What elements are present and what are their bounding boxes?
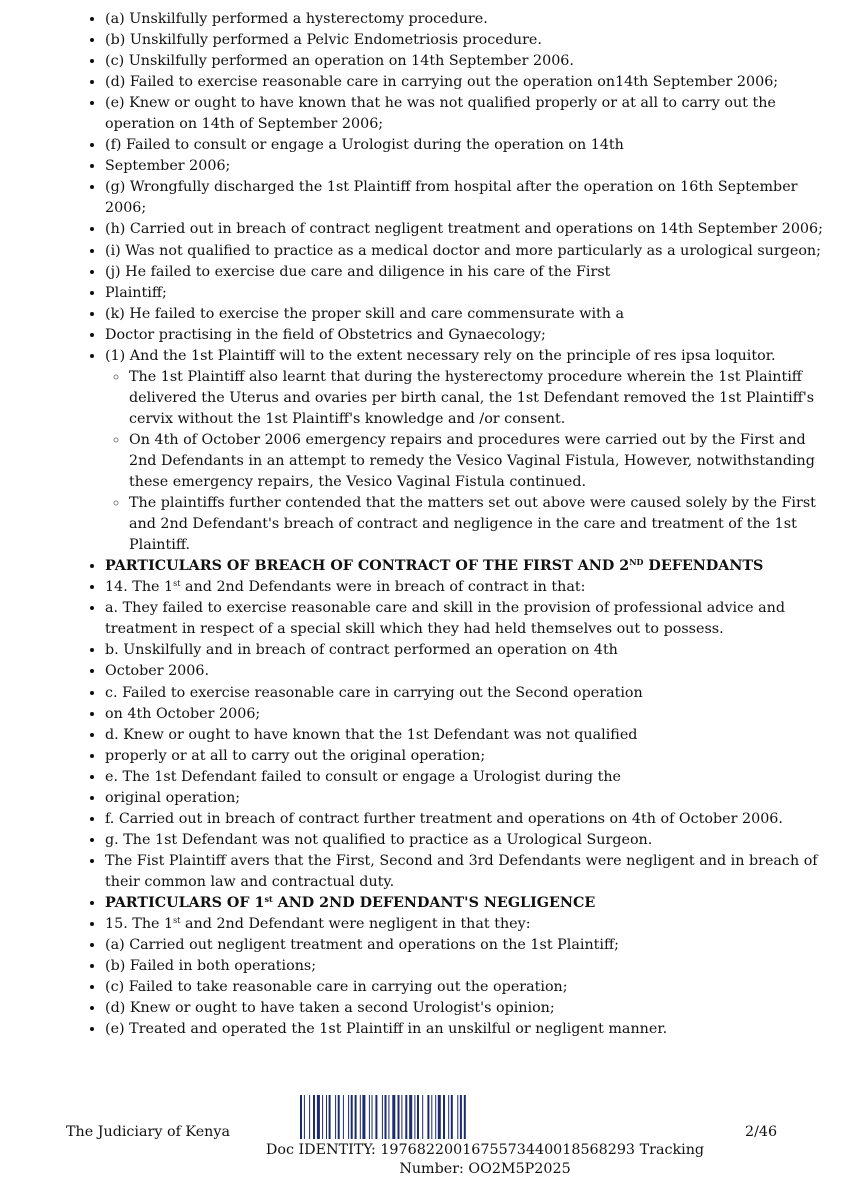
list-item: • (c) Failed to take reasonable care in carrying out the operation; xyxy=(105,977,825,998)
sub-list-item: ◦ The plaintiffs further contended that the matters set out above were caused solely by the First and 2nd Defendant's breach of contract and negligence in the care and treatment of the 1st Plaintiff. xyxy=(129,493,825,556)
list-item: • (a) Unskilfully performed a hysterectomy procedure. xyxy=(105,9,825,30)
list-item: • (h) Carried out in breach of contract negligent treatment and operations on 14th September 2006; xyxy=(105,219,825,240)
list-item: • (b) Unskilfully performed a Pelvic Endometriosis procedure. xyxy=(105,30,825,51)
paragraph-14: • 14. The 1st and 2nd Defendants were in breach of contract in that: xyxy=(105,577,825,598)
list-item-text: (1) And the 1st Plaintiff will to the extent necessary rely on the principle of res ipsa loquitor. xyxy=(105,347,776,364)
page-number: 2/46 xyxy=(745,1124,778,1140)
list-item: • d. Knew or ought to have known that the 1st Defendant was not qualified xyxy=(105,725,825,746)
list-item: • Plaintiff; xyxy=(105,283,825,304)
list-item: • c. Failed to exercise reasonable care in carrying out the Second operation xyxy=(105,683,825,704)
heading-negligence: • PARTICULARS OF 1st AND 2ND DEFENDANT'S NEGLIGENCE xyxy=(105,893,825,914)
list-item: • (j) He failed to exercise due care and diligence in his care of the First xyxy=(105,262,825,283)
list-item: • on 4th October 2006; xyxy=(105,704,825,725)
list-item: • The Fist Plaintiff avers that the First, Second and 3rd Defendants were negligent and in breach of their common law and contractual duty. xyxy=(105,851,825,893)
list-item: • (i) Was not qualified to practice as a medical doctor and more particularly as a urological surgeon; xyxy=(105,241,825,262)
sub-list-item: ◦ The 1st Plaintiff also learnt that during the hysterectomy procedure wherein the 1st Plaintiff delivered the Uterus and ovaries per birth canal, the 1st Defendant removed the 1st Plaintiff's cervix without the 1st Plaintiff's knowledge and /or consent. xyxy=(129,367,825,430)
list-item: • (e) Knew or ought to have known that he was not qualified properly or at all to carry out the operation on 14th of September 2006; xyxy=(105,93,825,135)
list-item: • original operation; xyxy=(105,788,825,809)
footer-publisher: The Judiciary of Kenya xyxy=(66,1124,230,1140)
list-item-with-subitems xyxy=(105,346,825,556)
list-item: • properly or at all to carry out the original operation; xyxy=(105,746,825,767)
list-item: • b. Unskilfully and in breach of contract performed an operation on 4th xyxy=(105,640,825,661)
list-item: • (e) Treated and operated the 1st Plaintiff in an unskilful or negligent manner. xyxy=(105,1019,825,1040)
list-item: • (g) Wrongfully discharged the 1st Plaintiff from hospital after the operation on 16th September 2006; xyxy=(105,177,825,219)
list-item: • a. They failed to exercise reasonable care and skill in the provision of professional advice and treatment in respect of a special skill which they had held themselves out to possess. xyxy=(105,598,825,640)
list-item: • September 2006; xyxy=(105,156,825,177)
list-item: • (b) Failed in both operations; xyxy=(105,956,825,977)
particulars-list xyxy=(86,9,825,1040)
doc-identity: Doc IDENTITY: 1976822001675573440018568293 Tracking Number: OO2M5P2025 xyxy=(265,1142,705,1177)
list-item: • e. The 1st Defendant failed to consult or engage a Urologist during the xyxy=(105,767,825,788)
list-item: • (d) Knew or ought to have taken a second Urologist's opinion; xyxy=(105,998,825,1019)
sub-list xyxy=(105,367,825,556)
paragraph-15: • 15. The 1st and 2nd Defendant were negligent in that they: xyxy=(105,914,825,935)
barcode-icon xyxy=(300,1095,558,1139)
list-item: • (f) Failed to consult or engage a Urologist during the operation on 14th xyxy=(105,135,825,156)
list-item: • Doctor practising in the field of Obstetrics and Gynaecology; xyxy=(105,325,825,346)
list-item: • (c) Unskilfully performed an operation on 14th September 2006. xyxy=(105,51,825,72)
heading-breach-of-contract: • PARTICULARS OF BREACH OF CONTRACT OF THE FIRST AND 2ND DEFENDANTS xyxy=(105,556,825,577)
list-item: • f. Carried out in breach of contract further treatment and operations on 4th of October 2006. xyxy=(105,809,825,830)
list-item: • October 2006. xyxy=(105,661,825,682)
list-item: • g. The 1st Defendant was not qualified to practice as a Urological Surgeon. xyxy=(105,830,825,851)
list-item: • (d) Failed to exercise reasonable care in carrying out the operation on14th September 2006; xyxy=(105,72,825,93)
list-item: • (k) He failed to exercise the proper skill and care commensurate with a xyxy=(105,304,825,325)
list-item: • (a) Carried out negligent treatment and operations on the 1st Plaintiff; xyxy=(105,935,825,956)
sub-list-item: ◦ On 4th of October 2006 emergency repairs and procedures were carried out by the First and 2nd Defendants in an attempt to remedy the Vesico Vaginal Fistula, However, notwithstanding these emergency repairs, the Vesico Vaginal Fistula continued. xyxy=(129,430,825,493)
